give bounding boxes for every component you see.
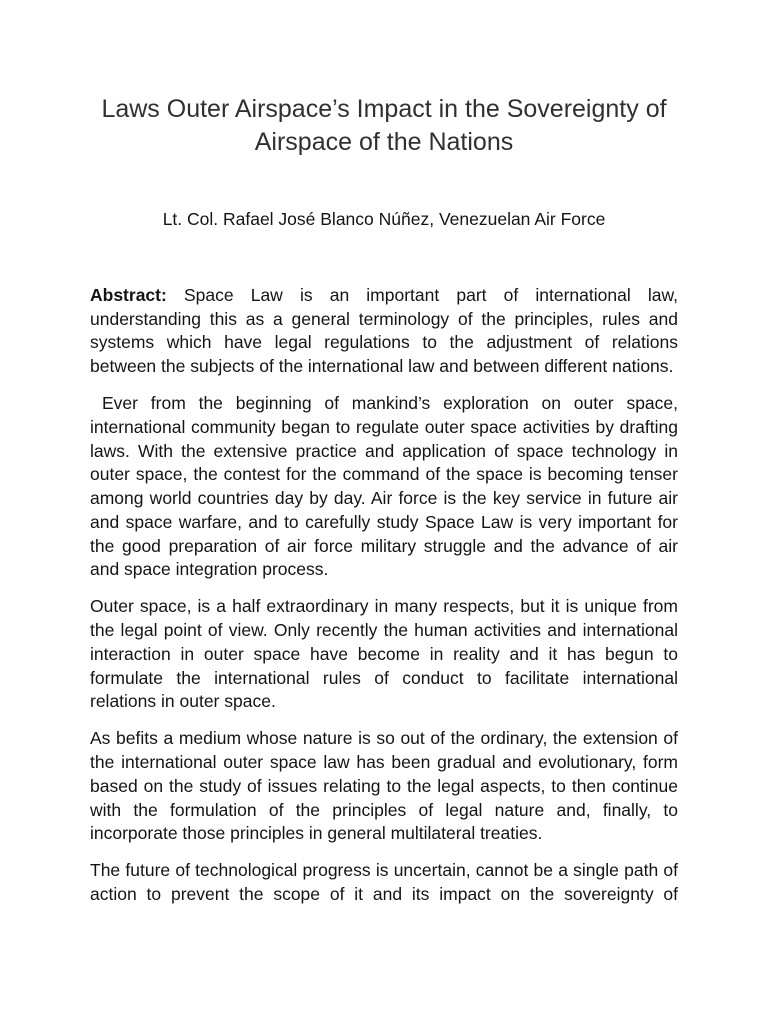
document-body — [90, 284, 678, 920]
paragraph-line: based on the study of issues relating to the legal aspects, to then continue — [90, 775, 678, 796]
paragraph-line: the international outer space law has been gradual and evolutionary, form — [90, 752, 678, 773]
abstract-line: systems which have legal regulations to the adjustment of relations — [90, 332, 678, 353]
abstract-line: understanding this as a general terminology of the principles, rules and — [90, 308, 678, 329]
body-paragraph — [90, 595, 678, 714]
abstract-paragraph — [90, 284, 678, 379]
paragraph-line: and space integration process. — [90, 559, 329, 580]
body-paragraph — [90, 859, 678, 906]
abstract-line: between the subjects of the international law and between different nations. — [90, 356, 674, 377]
paragraph-line: the good preparation of air force military struggle and the advance of air — [90, 535, 678, 556]
body-paragraph — [90, 727, 678, 846]
title-line: Airspace of the Nations — [254, 128, 514, 156]
paragraph-line: the legal point of view. Only recently the human activities and international — [90, 620, 678, 641]
abstract-label: Abstract: — [90, 285, 167, 305]
title-line: Laws Outer Airspace’s Impact in the Sovereignty of — [101, 95, 667, 123]
author-byline: Lt. Col. Rafael José Blanco Núñez, Venezuelan Air Force — [162, 209, 606, 229]
body-paragraph — [90, 392, 678, 582]
paragraph-line: Outer space, is a half extraordinary in many respects, but it is unique from — [90, 596, 678, 617]
abstract-line — [90, 284, 678, 308]
paragraph-line: action to prevent the scope of it and its impact on the sovereignty of — [90, 884, 678, 905]
paragraph-line: The future of technological progress is uncertain, cannot be a single path of — [90, 860, 678, 881]
paragraph-line: among world countries day by day. Air force is the key service in future air — [90, 488, 678, 509]
paragraph-line: and space warfare, and to carefully study Space Law is very important for — [90, 511, 678, 532]
paragraph-line: with the formulation of the principles of legal nature and, finally, to — [90, 799, 678, 820]
paragraph-line: formulate the international rules of conduct to facilitate international — [90, 667, 678, 688]
abstract-line-text: Space Law is an important part of international law, — [183, 285, 679, 305]
paragraph-line: relations in outer space. — [90, 691, 276, 712]
paragraph-line: outer space, the contest for the command of the space is becoming tenser — [90, 464, 678, 485]
paragraph-line: international community began to regulate outer space activities by drafting — [90, 417, 678, 438]
paragraph-line: incorporate those principles in general multilateral treaties. — [90, 823, 543, 844]
document-title — [0, 93, 768, 159]
paragraph-line: laws. With the extensive practice and application of space technology in — [90, 440, 678, 461]
paragraph-line: Ever from the beginning of mankind’s exploration on outer space, — [102, 393, 678, 414]
paragraph-line: interaction in outer space have become in reality and it has begun to — [90, 643, 678, 664]
paragraph-line: As befits a medium whose nature is so out of the ordinary, the extension of — [90, 728, 678, 749]
